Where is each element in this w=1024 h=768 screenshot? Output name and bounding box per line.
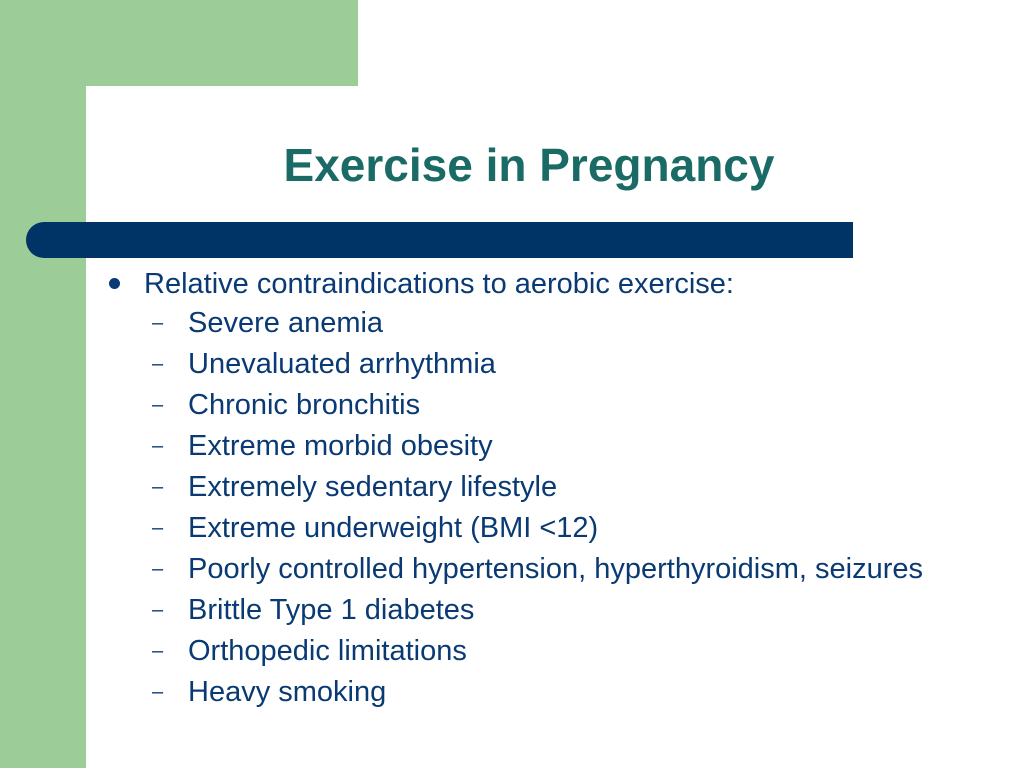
sub-bullet-text: Unevaluated arrhythmia [188, 348, 496, 380]
sub-bullet-text: Poorly controlled hypertension, hyperthyroidism, seizures [188, 553, 924, 585]
sub-bullet-text: Extreme underweight (BMI <12) [188, 512, 599, 544]
dash-icon: – [152, 353, 164, 375]
sub-bullet-item [100, 553, 980, 586]
sub-bullet-item [100, 430, 980, 463]
sub-bullet-item [100, 307, 980, 340]
sub-bullet-item [100, 635, 980, 668]
sub-bullet-text: Severe anemia [188, 307, 384, 339]
dash-icon: – [152, 476, 164, 498]
dash-icon: – [152, 558, 164, 580]
slide-content [100, 265, 980, 717]
sub-bullet-item [100, 348, 980, 381]
dash-icon: – [152, 599, 164, 621]
sub-bullet-list [100, 307, 980, 709]
title-underline-bar [26, 222, 853, 258]
dash-icon: – [152, 517, 164, 539]
sub-bullet-text: Chronic bronchitis [188, 389, 421, 421]
bullet-dot-icon [109, 278, 120, 289]
sub-bullet-text: Heavy smoking [188, 676, 387, 708]
main-bullet-text: Relative contraindications to aerobic exercise: [144, 268, 734, 300]
slide-title: Exercise in Pregnancy [283, 139, 775, 191]
sub-bullet-text: Extreme morbid obesity [188, 430, 493, 462]
sub-bullet-item [100, 471, 980, 504]
left-green-band [0, 0, 86, 768]
dash-icon: – [152, 640, 164, 662]
dash-icon: – [152, 394, 164, 416]
main-bullet [100, 265, 980, 303]
dash-icon: – [152, 312, 164, 334]
sub-bullet-text: Brittle Type 1 diabetes [188, 594, 475, 626]
dash-icon: – [152, 681, 164, 703]
sub-bullet-text: Orthopedic limitations [188, 635, 467, 667]
sub-bullet-item [100, 676, 980, 709]
sub-bullet-item [100, 512, 980, 545]
sub-bullet-text: Extremely sedentary lifestyle [188, 471, 558, 503]
sub-bullet-item [100, 389, 980, 422]
sub-bullet-item [100, 594, 980, 627]
dash-icon: – [152, 435, 164, 457]
top-green-band [0, 0, 358, 86]
